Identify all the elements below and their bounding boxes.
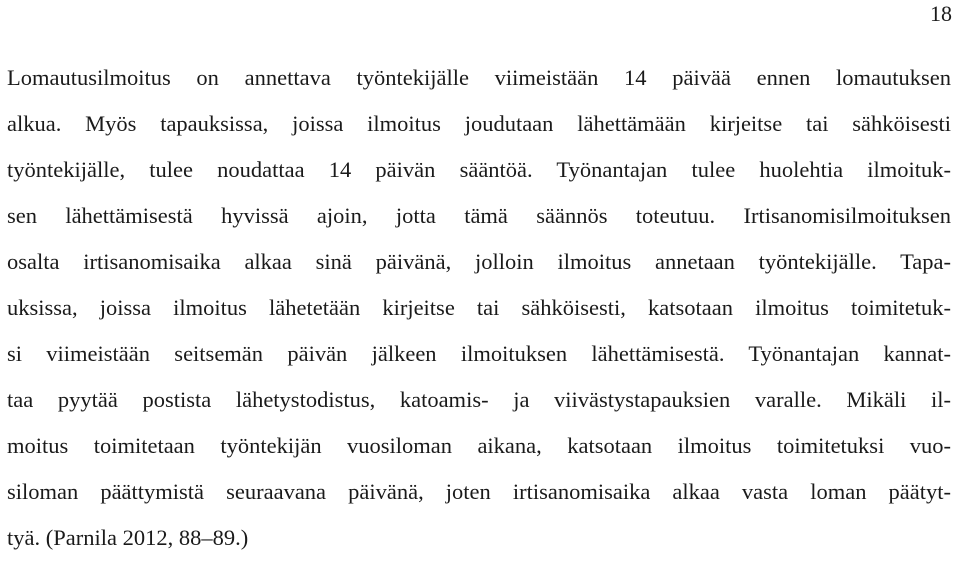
paragraph-line: si viimeistään seitsemän päivän jälkeen ilmoituksen lähettämisestä. Työnantajan kannat- [7,341,951,366]
paragraph-line: alkua. Myös tapauksissa, joissa ilmoitus joudutaan lähettämään kirjeitse tai sähköisesti [7,111,951,136]
paragraph-line: työntekijälle, tulee noudattaa 14 päivän sääntöä. Työnantajan tulee huolehtia ilmoituk- [7,157,951,182]
body-paragraph [7,55,951,561]
paragraph-line: sen lähettämisestä hyvissä ajoin, jotta tämä säännös toteutuu. Irtisanomisilmoituksen [7,203,951,228]
page-number: 18 [930,1,952,26]
paragraph-line: uksissa, joissa ilmoitus lähetetään kirjeitse tai sähköisesti, katsotaan ilmoitus toimitetuk- [7,295,951,320]
paragraph-line: tyä. (Parnila 2012, 88–89.) [7,525,249,550]
paragraph-line: siloman päättymistä seuraavana päivänä, joten irtisanomisaika alkaa vasta loman päätyt- [7,479,951,504]
paragraph-line: osalta irtisanomisaika alkaa sinä päivänä, jolloin ilmoitus annetaan työntekijälle. Tapa- [7,249,951,274]
paragraph-line: Lomautusilmoitus on annettava työntekijälle viimeistään 14 päivää ennen lomautuksen [7,65,951,90]
paragraph-line: taa pyytää postista lähetystodistus, katoamis- ja viivästystapauksien varalle. Mikäli il- [7,387,951,412]
paragraph-line: moitus toimitetaan työntekijän vuosiloman aikana, katsotaan ilmoitus toimitetuksi vuo- [7,433,951,458]
